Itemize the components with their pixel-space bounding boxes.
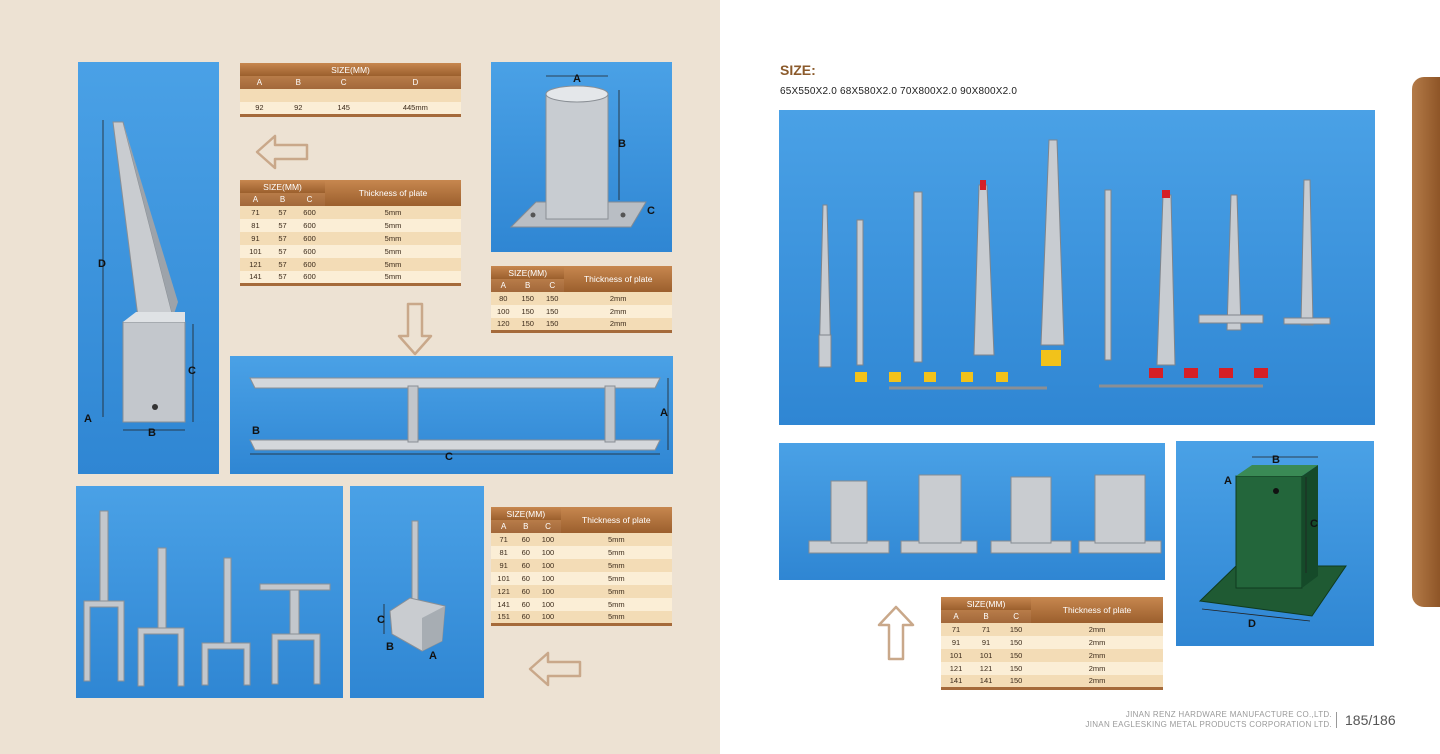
table-cell: 5mm — [561, 585, 672, 598]
table-cell: 141 — [491, 598, 516, 611]
table-cell: 71 — [240, 206, 271, 219]
col-header: A — [491, 279, 515, 292]
label-d: D — [98, 258, 106, 270]
photo-u-fork-supports — [76, 486, 343, 698]
col-header: B — [279, 76, 318, 89]
table-cell: 2mm — [564, 318, 672, 331]
table-cell: 150 — [515, 292, 539, 305]
col-header: B — [515, 279, 539, 292]
label-c: C — [188, 365, 196, 377]
table-cell: 57 — [271, 271, 294, 284]
table-cell: 600 — [294, 245, 325, 258]
table-cell: 57 — [271, 232, 294, 245]
table-cell: 120 — [491, 318, 515, 331]
table-row — [941, 623, 1163, 636]
size-title: SIZE: — [780, 62, 816, 78]
col-header: B — [516, 520, 535, 533]
table-cell: 2mm — [1031, 662, 1163, 675]
col-header: C — [535, 520, 560, 533]
table-cell: 5mm — [325, 232, 461, 245]
label-b: B — [1272, 454, 1280, 466]
table-cell: 100 — [535, 585, 560, 598]
label-a: A — [1224, 475, 1232, 487]
table-cell: 5mm — [325, 271, 461, 284]
size-table-1 — [240, 63, 461, 117]
page-edge-tab — [1412, 77, 1440, 607]
table-row — [941, 662, 1163, 675]
table-cell: 121 — [491, 585, 516, 598]
photo-ground-screws — [779, 110, 1375, 425]
table-cell: 141 — [941, 675, 971, 688]
table-cell: 57 — [271, 206, 294, 219]
table-cell: 81 — [491, 546, 516, 559]
table-cell: 60 — [516, 533, 535, 546]
table-cell: 100 — [491, 305, 515, 318]
table-cell: 71 — [941, 623, 971, 636]
table-cell: 121 — [971, 662, 1001, 675]
col-header: C — [318, 76, 370, 89]
table-cell: 141 — [971, 675, 1001, 688]
table-cell: 60 — [516, 598, 535, 611]
table-cell: 121 — [240, 258, 271, 271]
footer-line-1: JINAN RENZ HARDWARE MANUFACTURE CO.,LTD. — [1125, 710, 1332, 719]
col-header: C — [294, 193, 325, 206]
arrow-left-icon — [255, 133, 309, 171]
table-cell: 5mm — [561, 572, 672, 585]
label-c: C — [647, 205, 655, 217]
table-cell: 600 — [294, 206, 325, 219]
table-cell: 145 — [318, 102, 370, 115]
table-cell: 600 — [294, 219, 325, 232]
table-cell: 600 — [294, 232, 325, 245]
table-cell: 150 — [1001, 649, 1031, 662]
label-a: A — [660, 407, 668, 419]
label-b: B — [148, 427, 156, 439]
table-cell: 100 — [535, 559, 560, 572]
table-row — [491, 559, 672, 572]
table-cell: 5mm — [325, 206, 461, 219]
label-c: C — [445, 451, 453, 463]
table-row — [240, 232, 461, 245]
label-a: A — [573, 73, 581, 85]
label-c: C — [377, 614, 385, 626]
table-cell: 150 — [515, 318, 539, 331]
table-cell: 100 — [535, 611, 560, 624]
table-cell: 5mm — [561, 598, 672, 611]
col-header: A — [941, 610, 971, 623]
table-cell: 5mm — [325, 245, 461, 258]
col-header: C — [1001, 610, 1031, 623]
table-row — [491, 292, 672, 305]
table-cell: 141 — [240, 271, 271, 284]
table-row — [240, 258, 461, 271]
table-row — [240, 271, 461, 284]
table-cell: 5mm — [561, 546, 672, 559]
table-row — [491, 318, 672, 331]
table-cell: 101 — [971, 649, 1001, 662]
table-cell: 60 — [516, 572, 535, 585]
table-cell: 91 — [240, 232, 271, 245]
table-cell: 57 — [271, 219, 294, 232]
table-cell — [318, 89, 370, 102]
label-d: D — [1248, 618, 1256, 630]
label-b: B — [252, 425, 260, 437]
col-header: A — [240, 193, 271, 206]
table-cell: 100 — [535, 546, 560, 559]
arrow-left-icon — [528, 650, 582, 688]
table-row — [491, 598, 672, 611]
table-title: SIZE(MM) — [240, 63, 461, 76]
label-a: A — [429, 650, 437, 662]
table-title: SIZE(MM) — [491, 507, 561, 520]
photo-corner-post-base — [350, 486, 484, 698]
table-title: SIZE(MM) — [240, 180, 325, 193]
table-cell: 71 — [491, 533, 516, 546]
table-row — [941, 636, 1163, 649]
table-cell: 150 — [1001, 636, 1031, 649]
col-header: B — [271, 193, 294, 206]
table-cell: 71 — [971, 623, 1001, 636]
table-row — [240, 245, 461, 258]
table-cell: 2mm — [564, 305, 672, 318]
size-table-2 — [240, 180, 461, 286]
table-cell: 2mm — [1031, 623, 1163, 636]
footer-company — [1085, 710, 1332, 730]
table-cell — [279, 89, 318, 102]
col-header: A — [240, 76, 279, 89]
table-row — [941, 675, 1163, 688]
table-cell: 5mm — [325, 219, 461, 232]
table-cell: 81 — [240, 219, 271, 232]
table-cell: 91 — [971, 636, 1001, 649]
photo-h-bracket — [230, 356, 673, 474]
size-table-3 — [491, 266, 672, 333]
photo-spike-post-support — [78, 62, 219, 474]
col-header: C — [540, 279, 564, 292]
arrow-up-icon — [876, 605, 916, 661]
page-number: 185/186 — [1336, 712, 1396, 728]
table-cell: 91 — [941, 636, 971, 649]
table-cell — [240, 89, 279, 102]
thickness-header: Thickness of plate — [561, 507, 672, 533]
table-cell: 2mm — [1031, 636, 1163, 649]
table-row — [240, 206, 461, 219]
table-cell: 92 — [240, 102, 279, 115]
thickness-header: Thickness of plate — [1031, 597, 1163, 623]
table-cell: 121 — [941, 662, 971, 675]
photo-square-post-supports — [779, 443, 1165, 580]
table-cell: 57 — [271, 245, 294, 258]
table-row — [491, 533, 672, 546]
label-c: C — [1310, 518, 1318, 530]
table-cell: 600 — [294, 258, 325, 271]
size-list: 65X550X2.0 68X580X2.0 70X800X2.0 90X800X2.0 — [780, 86, 1018, 97]
table-cell: 80 — [491, 292, 515, 305]
table-cell: 91 — [491, 559, 516, 572]
size-table-5 — [941, 597, 1163, 690]
footer-line-2: JINAN EAGLESKING METAL PRODUCTS CORPORATION LTD. — [1085, 720, 1332, 729]
size-table-4 — [491, 507, 672, 626]
table-cell: 151 — [491, 611, 516, 624]
table-row — [491, 611, 672, 624]
table-cell: 101 — [491, 572, 516, 585]
table-cell: 60 — [516, 559, 535, 572]
table-row — [491, 572, 672, 585]
table-row — [491, 546, 672, 559]
table-cell: 60 — [516, 585, 535, 598]
table-cell: 100 — [535, 598, 560, 611]
table-row — [491, 305, 672, 318]
table-cell: 92 — [279, 102, 318, 115]
table-cell: 2mm — [564, 292, 672, 305]
label-a: A — [84, 413, 92, 425]
table-cell: 5mm — [325, 258, 461, 271]
table-cell: 100 — [535, 572, 560, 585]
thickness-header: Thickness of plate — [564, 266, 672, 292]
table-row — [240, 219, 461, 232]
col-header: D — [370, 76, 461, 89]
table-cell: 150 — [1001, 662, 1031, 675]
table-cell: 2mm — [1031, 675, 1163, 688]
arrow-down-icon — [396, 302, 434, 356]
table-title: SIZE(MM) — [941, 597, 1031, 610]
table-cell: 57 — [271, 258, 294, 271]
table-cell: 150 — [540, 318, 564, 331]
table-cell: 150 — [1001, 675, 1031, 688]
table-cell: 150 — [1001, 623, 1031, 636]
table-row — [941, 649, 1163, 662]
table-cell: 150 — [540, 292, 564, 305]
label-b: B — [386, 641, 394, 653]
table-cell — [370, 89, 461, 102]
table-row — [491, 585, 672, 598]
table-cell: 101 — [240, 245, 271, 258]
col-header: A — [491, 520, 516, 533]
table-cell: 100 — [535, 533, 560, 546]
table-cell: 60 — [516, 546, 535, 559]
table-cell: 150 — [515, 305, 539, 318]
table-cell: 5mm — [561, 533, 672, 546]
table-cell: 445mm — [370, 102, 461, 115]
col-header: B — [971, 610, 1001, 623]
thickness-header: Thickness of plate — [325, 180, 461, 206]
table-cell: 600 — [294, 271, 325, 284]
table-title: SIZE(MM) — [491, 266, 564, 279]
photo-green-post-base — [1176, 441, 1374, 646]
table-cell: 5mm — [561, 611, 672, 624]
photo-round-post-base — [491, 62, 672, 252]
table-cell: 60 — [516, 611, 535, 624]
table-cell: 2mm — [1031, 649, 1163, 662]
table-cell: 5mm — [561, 559, 672, 572]
table-cell: 150 — [540, 305, 564, 318]
label-b: B — [618, 138, 626, 150]
table-cell: 101 — [941, 649, 971, 662]
